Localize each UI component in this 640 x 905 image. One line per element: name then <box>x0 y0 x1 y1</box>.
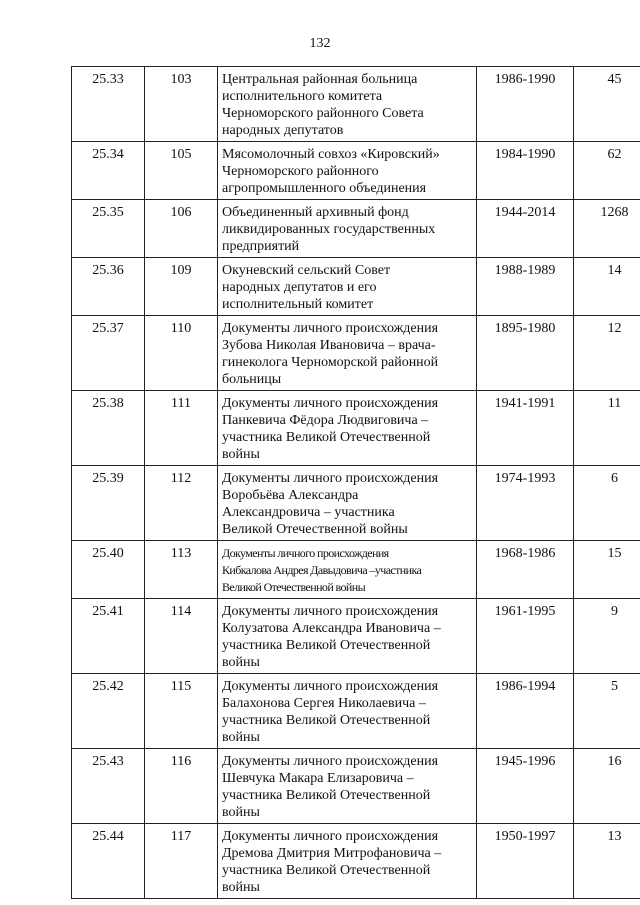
fund-title-line: войны <box>222 880 260 895</box>
item-count-cell: 11 <box>574 391 640 466</box>
date-range-cell: 1961-1995 <box>477 599 574 674</box>
table-row <box>72 824 640 899</box>
fund-title-cell <box>218 316 477 391</box>
date-range-cell: 1950-1997 <box>477 824 574 899</box>
fund-number-cell: 110 <box>145 316 218 391</box>
table-row <box>72 258 640 316</box>
page-number: 132 <box>309 36 331 51</box>
fund-title-line: Черноморского районного <box>222 164 379 179</box>
fund-title-cell <box>218 824 477 899</box>
fund-title-line: Великой Отечественной войны <box>222 580 366 594</box>
fund-title-cell <box>218 391 477 466</box>
fund-title-line: Документы личного происхождения <box>222 754 439 769</box>
fund-title-cell <box>218 541 477 599</box>
fund-title-line: предприятий <box>222 239 300 254</box>
item-count-cell: 9 <box>574 599 640 674</box>
fund-title-line: войны <box>222 805 260 820</box>
fund-title-cell <box>218 674 477 749</box>
fund-title-line: войны <box>222 655 260 670</box>
item-count-cell: 12 <box>574 316 640 391</box>
row-number-cell: 25.41 <box>72 599 145 674</box>
fund-title-line: Документы личного происхождения <box>222 471 439 486</box>
fund-title-line: Объединенный архивный фонд <box>222 205 409 220</box>
row-number-cell: 25.42 <box>72 674 145 749</box>
item-count-cell: 14 <box>574 258 640 316</box>
fund-title-cell <box>218 67 477 142</box>
row-number-cell: 25.44 <box>72 824 145 899</box>
fund-title-line: Зубова Николая Ивановича – врача- <box>222 338 436 353</box>
fund-title-line: Панкевича Фёдора Людвиговича – <box>222 413 429 428</box>
fund-title-line: ликвидированных государственных <box>222 222 436 237</box>
fund-title-cell <box>218 466 477 541</box>
fund-number-cell: 103 <box>145 67 218 142</box>
fund-number-cell: 114 <box>145 599 218 674</box>
fund-title-line: Шевчука Макара Елизаровича – <box>222 771 414 786</box>
table-row <box>72 749 640 824</box>
item-count-cell: 5 <box>574 674 640 749</box>
table-row <box>72 391 640 466</box>
fund-number-cell: 113 <box>145 541 218 599</box>
fund-title-line: участника Великой Отечественной <box>222 863 431 878</box>
fund-number-cell: 111 <box>145 391 218 466</box>
fund-title-line: участника Великой Отечественной <box>222 638 431 653</box>
fund-number-cell: 115 <box>145 674 218 749</box>
fund-title-line: Центральная районная больница <box>222 72 418 87</box>
row-number-cell: 25.33 <box>72 67 145 142</box>
item-count-cell: 45 <box>574 67 640 142</box>
fund-title-line: Кибкалова Андрея Давыдовича –участника <box>222 563 422 577</box>
fund-number-cell: 112 <box>145 466 218 541</box>
fund-title-cell <box>218 200 477 258</box>
fund-title-line: Воробьёва Александра <box>222 488 359 503</box>
row-number-cell: 25.43 <box>72 749 145 824</box>
fund-title-line: больницы <box>222 372 282 387</box>
row-number-cell: 25.39 <box>72 466 145 541</box>
date-range-cell: 1968-1986 <box>477 541 574 599</box>
fund-title-line: Мясомолочный совхоз «Кировский» <box>222 147 440 162</box>
fund-title-line: Документы личного происхождения <box>222 321 439 336</box>
table-row <box>72 67 640 142</box>
fund-title-line: исполнительного комитета <box>222 89 383 104</box>
fund-title-cell <box>218 142 477 200</box>
item-count-cell: 13 <box>574 824 640 899</box>
row-number-cell: 25.35 <box>72 200 145 258</box>
table-row <box>72 142 640 200</box>
fund-title-line: участника Великой Отечественной <box>222 788 431 803</box>
table-row <box>72 674 640 749</box>
row-number-cell: 25.40 <box>72 541 145 599</box>
table-row <box>72 316 640 391</box>
fund-title-line: агропромышленного объединения <box>222 181 427 196</box>
table-body <box>72 67 640 899</box>
item-count-cell: 6 <box>574 466 640 541</box>
item-count-cell: 62 <box>574 142 640 200</box>
item-count-cell: 1268 <box>574 200 640 258</box>
fund-title-line: Дремова Дмитрия Митрофановича – <box>222 846 442 861</box>
fund-number-cell: 105 <box>145 142 218 200</box>
item-count-cell: 15 <box>574 541 640 599</box>
date-range-cell: 1988-1989 <box>477 258 574 316</box>
fund-title-line: Александровича – участника <box>222 505 395 520</box>
fund-title-line: Документы личного происхождения <box>222 679 439 694</box>
row-number-cell: 25.38 <box>72 391 145 466</box>
fund-title-line: исполнительный комитет <box>222 297 374 312</box>
fund-title-line: народных депутатов и его <box>222 280 377 295</box>
fund-number-cell: 106 <box>145 200 218 258</box>
fund-title-line: Документы личного происхождения <box>222 604 439 619</box>
fund-title-cell <box>218 258 477 316</box>
date-range-cell: 1895-1980 <box>477 316 574 391</box>
fund-title-line: Колузатова Александра Ивановича – <box>222 621 441 636</box>
fund-title-line: войны <box>222 730 260 745</box>
table-row <box>72 599 640 674</box>
fund-title-line: участника Великой Отечественной <box>222 430 431 445</box>
fund-number-cell: 109 <box>145 258 218 316</box>
table-row <box>72 466 640 541</box>
date-range-cell: 1984-1990 <box>477 142 574 200</box>
fund-title-line: Великой Отечественной войны <box>222 522 408 537</box>
fund-number-cell: 116 <box>145 749 218 824</box>
fund-title-line: участника Великой Отечественной <box>222 713 431 728</box>
fund-title-line: Черноморского районного Совета <box>222 106 424 121</box>
fund-title-line: гинеколога Черноморской районной <box>222 355 439 370</box>
date-range-cell: 1974-1993 <box>477 466 574 541</box>
fund-number-cell: 117 <box>145 824 218 899</box>
date-range-cell: 1945-1996 <box>477 749 574 824</box>
fund-title-line: Балахонова Сергея Николаевича – <box>222 696 426 711</box>
date-range-cell: 1941-1991 <box>477 391 574 466</box>
fund-title-line: Документы личного происхождения <box>222 396 439 411</box>
table-row <box>72 541 640 599</box>
fund-title-line: Окуневский сельский Совет <box>222 263 391 278</box>
fund-title-line: Документы личного происхождения <box>222 829 439 844</box>
row-number-cell: 25.36 <box>72 258 145 316</box>
row-number-cell: 25.34 <box>72 142 145 200</box>
fund-title-line: народных депутатов <box>222 123 344 138</box>
row-number-cell: 25.37 <box>72 316 145 391</box>
fund-title-cell <box>218 749 477 824</box>
fund-title-line: войны <box>222 447 260 462</box>
fund-title-cell <box>218 599 477 674</box>
date-range-cell: 1986-1994 <box>477 674 574 749</box>
fund-title-line: Документы личного происхождения <box>222 546 389 560</box>
archive-fund-table <box>71 66 640 899</box>
date-range-cell: 1986-1990 <box>477 67 574 142</box>
table-row <box>72 200 640 258</box>
date-range-cell: 1944-2014 <box>477 200 574 258</box>
item-count-cell: 16 <box>574 749 640 824</box>
